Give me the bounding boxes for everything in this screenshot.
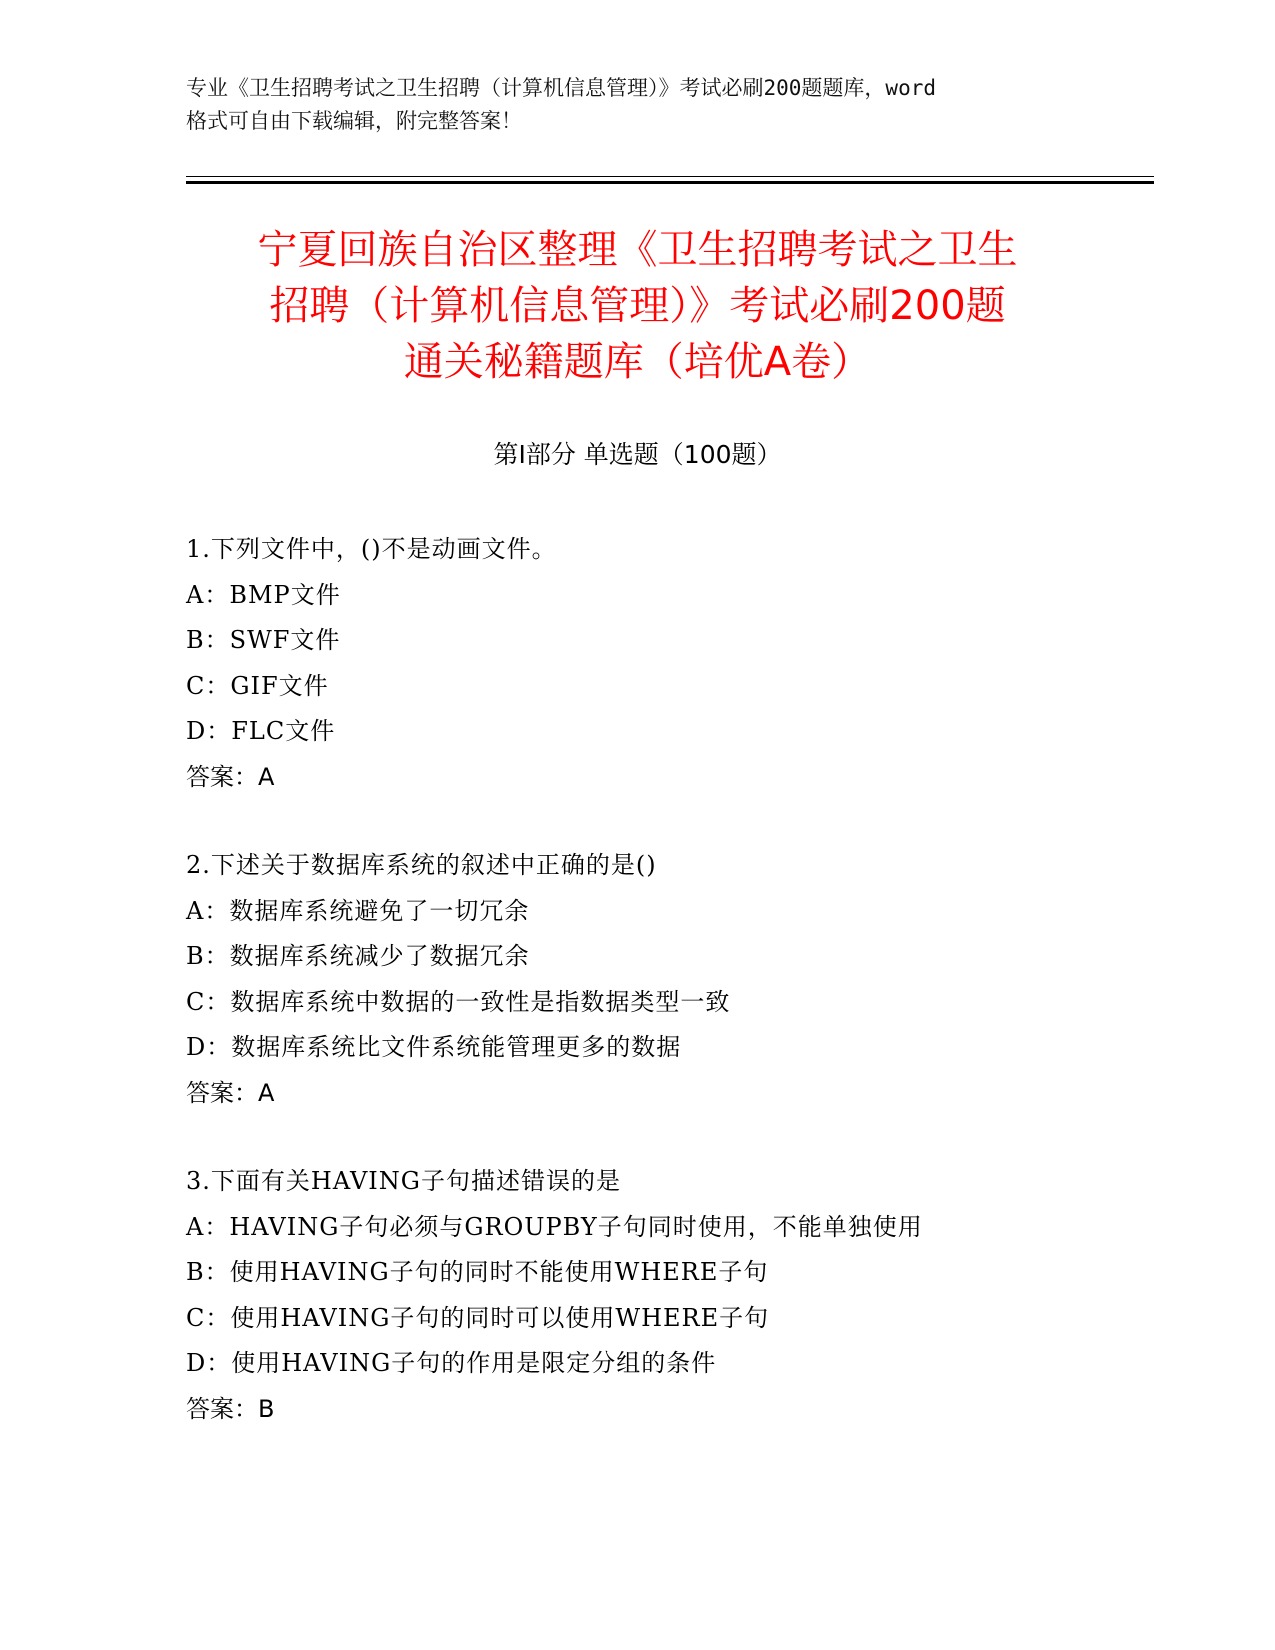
header-note-line-1: 专业《卫生招聘考试之卫生招聘（计算机信息管理）》考试必刷200题题库，word: [186, 76, 936, 100]
header-note-line-2: 格式可自由下载编辑，附完整答案！: [186, 109, 522, 133]
question-stem: 3.下面有关HAVING子句描述错误的是: [186, 1167, 621, 1195]
option-c: C：使用HAVING子句的同时可以使用WHERE子句: [186, 1303, 770, 1332]
option-d: D：数据库系统比文件系统能管理更多的数据: [186, 1033, 682, 1061]
option-b: B：数据库系统减少了数据冗余: [186, 942, 530, 970]
option-c: C：数据库系统中数据的一致性是指数据类型一致: [186, 987, 731, 1016]
option-a: A：BMP文件: [186, 580, 341, 609]
document-title-line-2: 招聘（计算机信息管理）》考试必刷200题: [269, 283, 1006, 329]
question-stem: 2.下述关于数据库系统的叙述中正确的是(): [186, 851, 657, 879]
answer: 答案：A: [186, 762, 275, 791]
question-stem: 1.下列文件中，()不是动画文件。: [186, 535, 557, 563]
option-a: A：数据库系统避免了一切冗余: [186, 896, 530, 925]
option-a: A：HAVING子句必须与GROUPBY子句同时使用，不能单独使用: [186, 1212, 923, 1241]
option-c: C：GIF文件: [186, 671, 329, 700]
section-title: 第Ⅰ部分 单选题（100题）: [493, 440, 782, 469]
question-list: [186, 527, 1136, 1475]
option-b: B：SWF文件: [186, 626, 341, 654]
answer: 答案：A: [186, 1078, 275, 1107]
header-note: [186, 72, 1086, 138]
document-title: [160, 222, 1115, 390]
question-1: [186, 527, 1136, 800]
header-divider-thin: [186, 176, 1154, 177]
question-3: [186, 1159, 1136, 1432]
document-title-line-3: 通关秘籍题库（培优A卷）: [403, 339, 872, 385]
answer: 答案：B: [186, 1394, 275, 1423]
document-title-line-1: 宁夏回族自治区整理《卫生招聘考试之卫生: [257, 227, 1018, 273]
header-divider-thick: [186, 181, 1154, 184]
option-b: B：使用HAVING子句的同时不能使用WHERE子句: [186, 1258, 769, 1286]
option-d: D：使用HAVING子句的作用是限定分组的条件: [186, 1349, 717, 1377]
option-d: D：FLC文件: [186, 717, 336, 745]
question-2: [186, 843, 1136, 1116]
